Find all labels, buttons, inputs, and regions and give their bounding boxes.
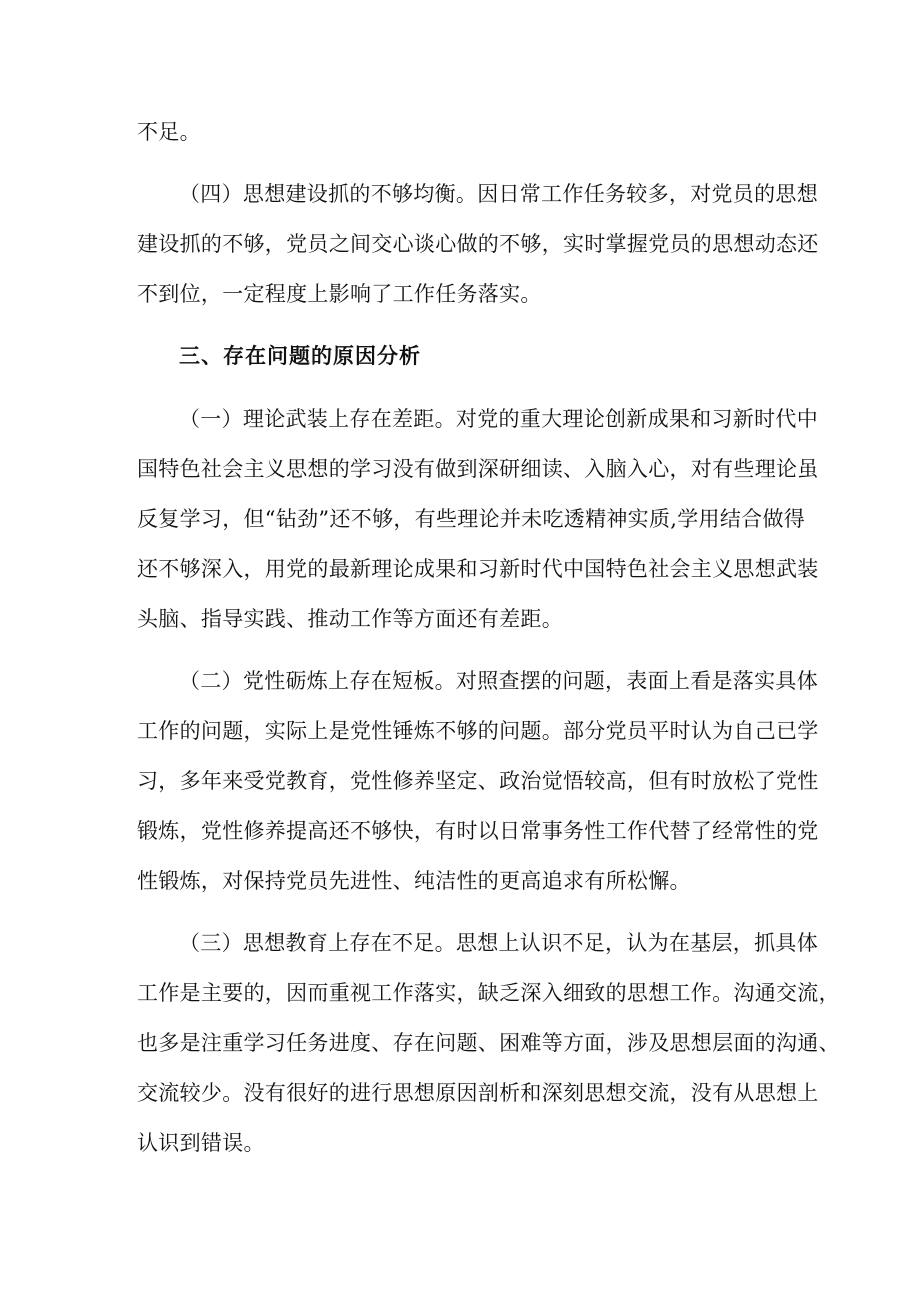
paragraph-two-line-3: 习，多年来受党教育，党性修养坚定、政治觉悟较高，但有时放松了党性 [137, 769, 819, 793]
section-heading: 三、存在问题的原因分析 [179, 343, 421, 368]
paragraph-three-line-5: 认识到错误。 [137, 1131, 265, 1155]
paragraph-four-line-3: 不到位，一定程度上影响了工作任务落实。 [137, 282, 542, 306]
paragraph-three-line-3: 也多是注重学习任务进度、存在问题、困难等方面，涉及思想层面的沟通、 [137, 1031, 840, 1055]
paragraph-one-line-2: 国特色社会主义思想的学习没有做到深研细读、入脑入心，对有些理论虽 [137, 457, 819, 481]
paragraph-two-line-2: 工作的问题，实际上是党性锤炼不够的问题。部分党员平时认为自己已学 [137, 719, 819, 743]
paragraph-one-line-1: （一）理论武装上存在差距。对党的重大理论创新成果和习新时代中 [179, 407, 818, 431]
paragraph-one-line-5: 头脑、指导实践、推动工作等方面还有差距。 [137, 607, 563, 631]
paragraph-one-line-3: 反复学习，但“钻劲”还不够，有些理论并未吃透精神实质,学用结合做得 [137, 507, 806, 531]
paragraph-three-line-2: 工作是主要的，因而重视工作落实，缺乏深入细致的思想工作。沟通交流， [137, 981, 840, 1005]
paragraph-two-line-4: 锻炼，党性修养提高还不够快，有时以日常事务性工作代替了经常性的党 [137, 819, 819, 843]
paragraph-one-line-4: 还不够深入，用党的最新理论成果和习新时代中国特色社会主义思想武装 [137, 557, 819, 581]
paragraph-three-line-1: （三）思想教育上存在不足。思想上认识不足，认为在基层，抓具体 [179, 931, 818, 955]
paragraph-fragment-line: 不足。 [137, 120, 201, 144]
paragraph-four-line-1: （四）思想建设抓的不够均衡。因日常工作任务较多，对党员的思想 [179, 182, 818, 206]
paragraph-three-line-4: 交流较少。没有很好的进行思想原因剖析和深刻思想交流，没有从思想上 [137, 1081, 819, 1105]
paragraph-four-line-2: 建设抓的不够，党员之间交心谈心做的不够，实时掌握党员的思想动态还 [137, 232, 819, 256]
paragraph-two-line-5: 性锻炼，对保持党员先进性、纯洁性的更高追求有所松懈。 [137, 869, 691, 893]
paragraph-two-line-1: （二）党性砺炼上存在短板。对照查摆的问题，表面上看是落实具体 [179, 669, 818, 693]
